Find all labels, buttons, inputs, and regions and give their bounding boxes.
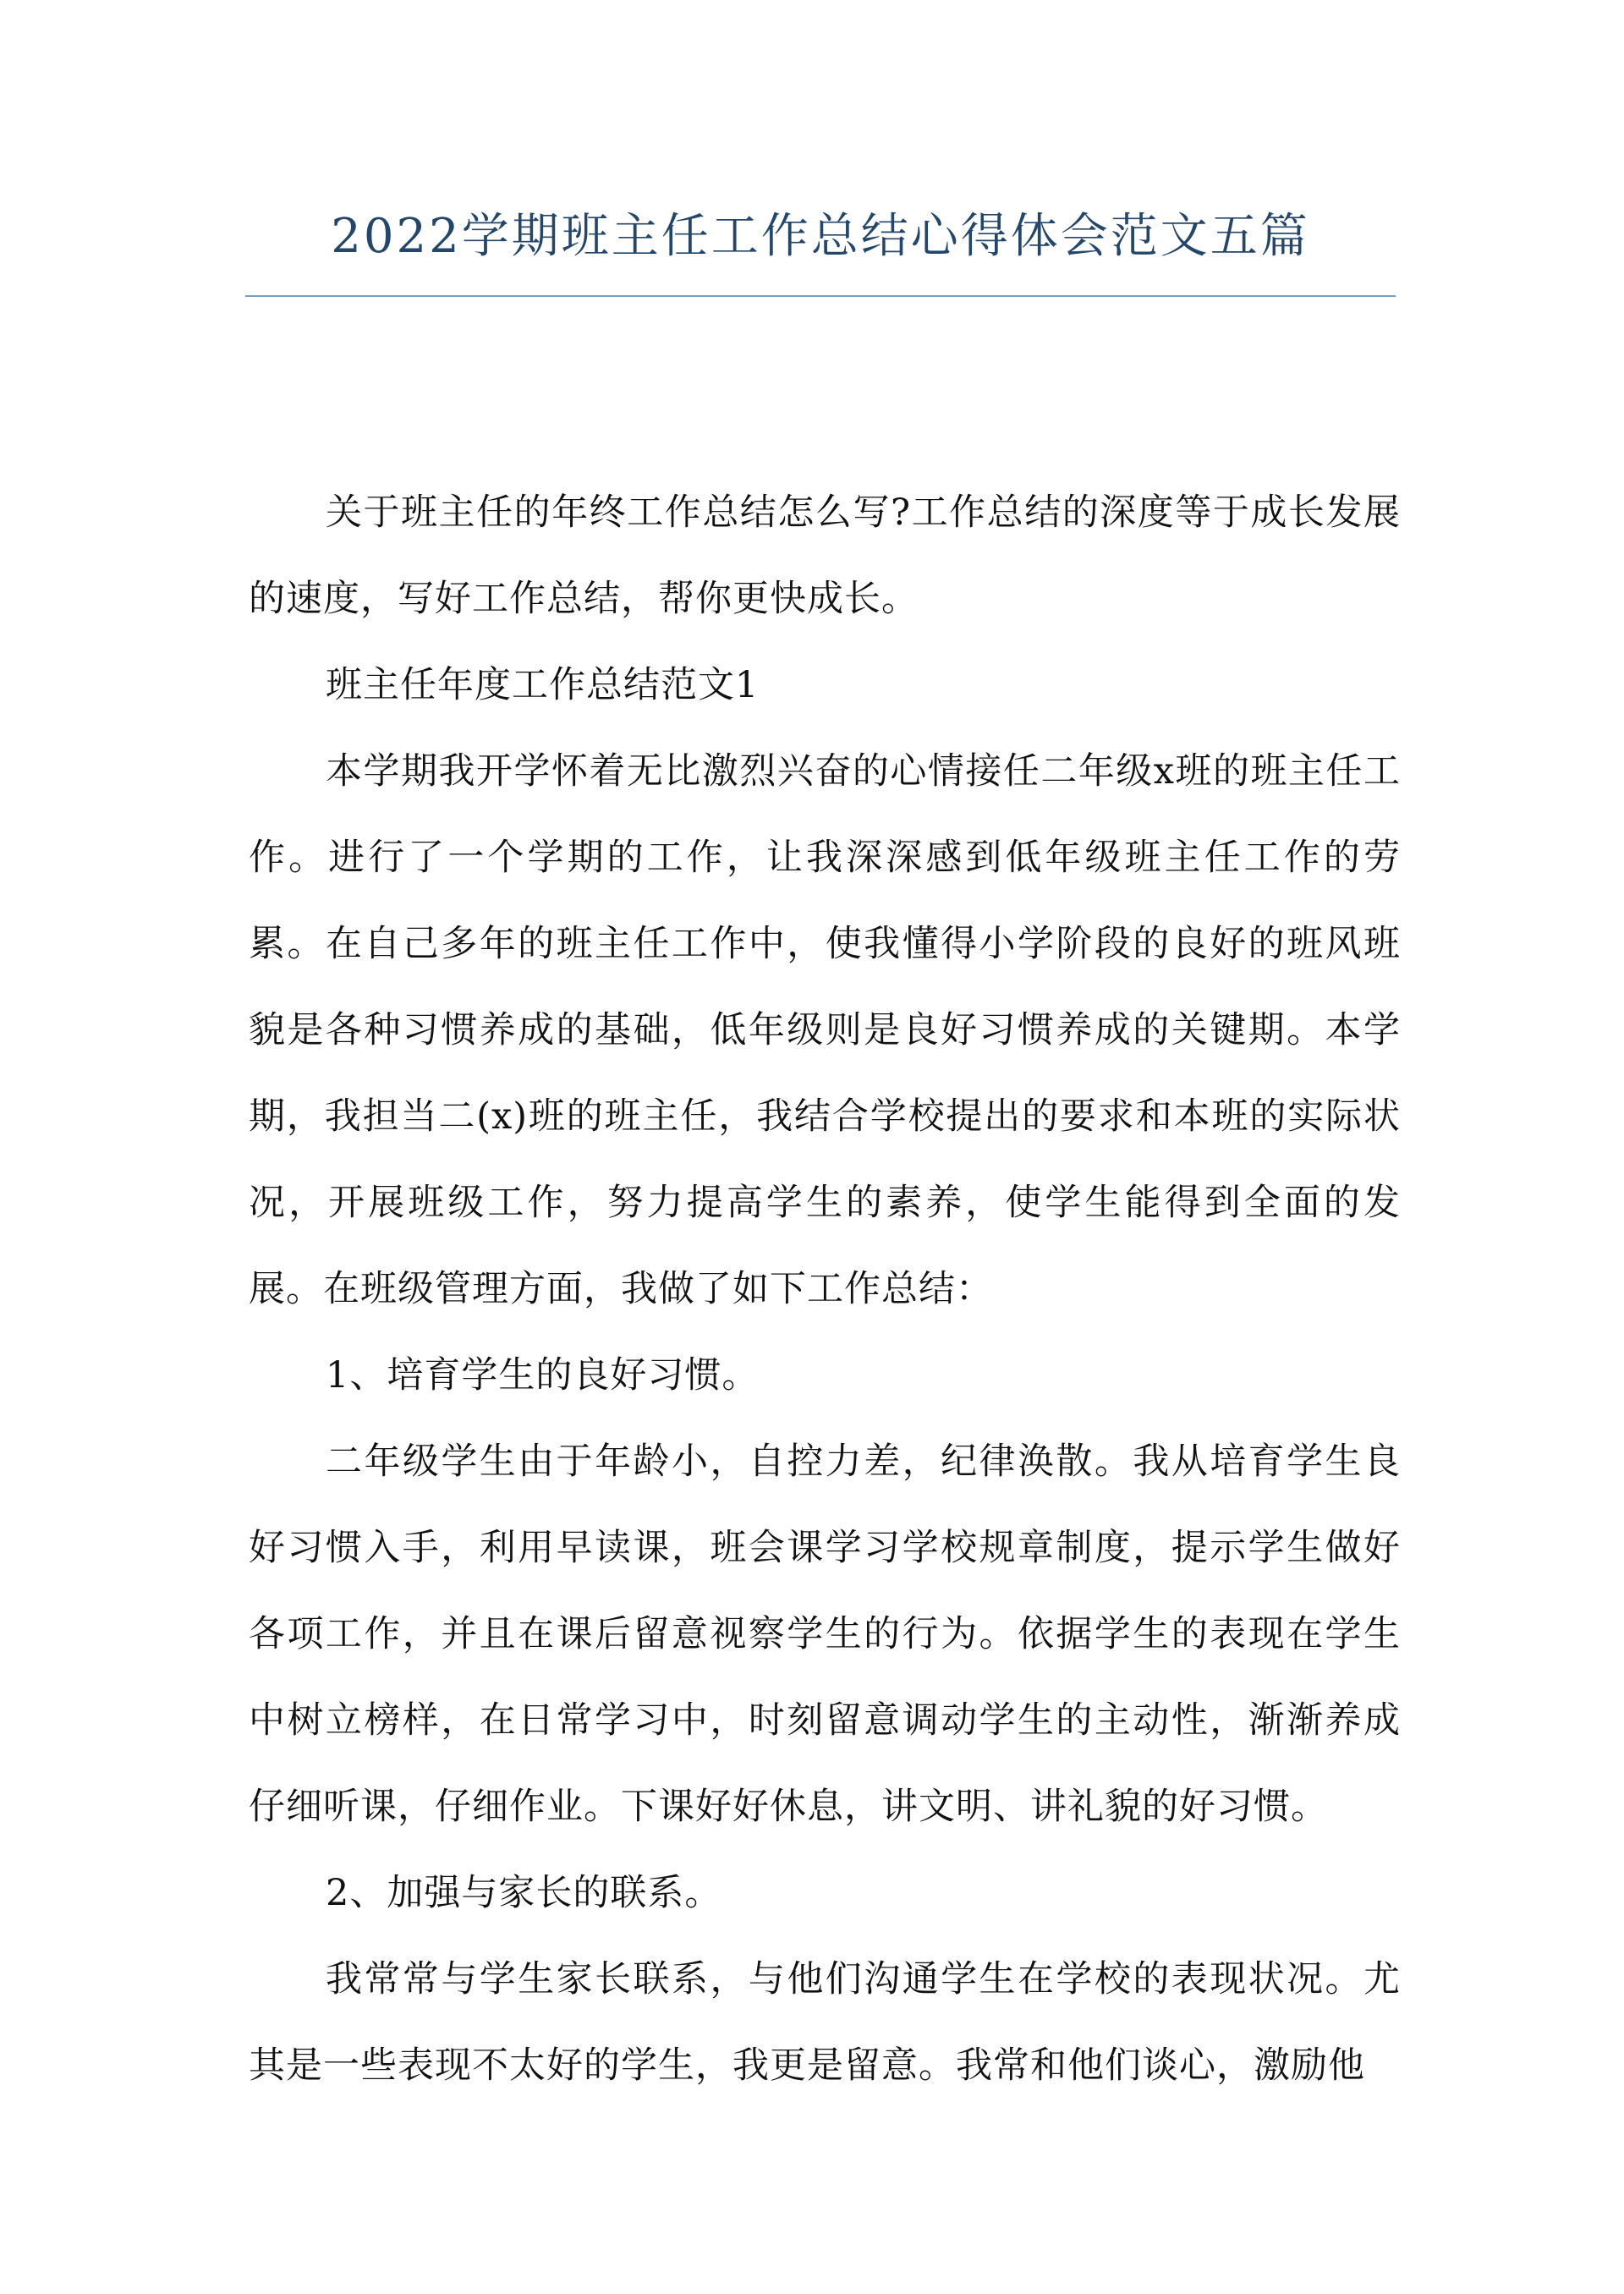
title-divider [245,295,1396,297]
document-body [249,469,1401,2109]
body-paragraph: 二年级学生由于年龄小，自控力差，纪律涣散。我从培育学生良好习惯入手，利用早读课，班会课学习学校规章制度，提示学生做好各项工作，并且在课后留意视察学生的行为。依据学生的表现在学生中树立榜样，在日常学习中，时刻留意调动学生的主动性，渐渐养成仔细听课，仔细作业。下课好好休息，讲文明、讲礼貌的好习惯。 [249,1441,1401,1828]
section-heading-sample-1: 班主任年度工作总结范文1 [326,664,760,706]
intro-paragraph: 关于班主任的年终工作总结怎么写?工作总结的深度等于成长发展的速度，写好工作总结，帮你更快成长。 [249,491,1401,620]
body-paragraph: 我常常与学生家长联系，与他们沟通学生在学校的表现状况。尤其是一些表现不太好的学生，我更是留意。我常和他们谈心，激励他 [249,1958,1401,2087]
list-item-heading-2: 2、加强与家长的联系。 [326,1872,722,1914]
body-paragraph: 本学期我开学怀着无比激烈兴奋的心情接任二年级x班的班主任工作。进行了一个学期的工作，让我深深感到低年级班主任工作的劳累。在自己多年的班主任工作中，使我懂得小学阶段的良好的班风班貌是各种习惯养成的基础，低年级则是良好习惯养成的关键期。本学期，我担当二(x)班的班主任，我结合学校提出的要求和本班的实际状况，开展班级工作，努力提高学生的素养，使学生能得到全面的发展。在班级管理方面，我做了如下工作总结： [249,750,1402,1310]
list-item-heading-1: 1、培育学生的良好习惯。 [326,1354,760,1397]
document-title: 2022学期班主任工作总结心得体会范文五篇 [331,209,1310,264]
